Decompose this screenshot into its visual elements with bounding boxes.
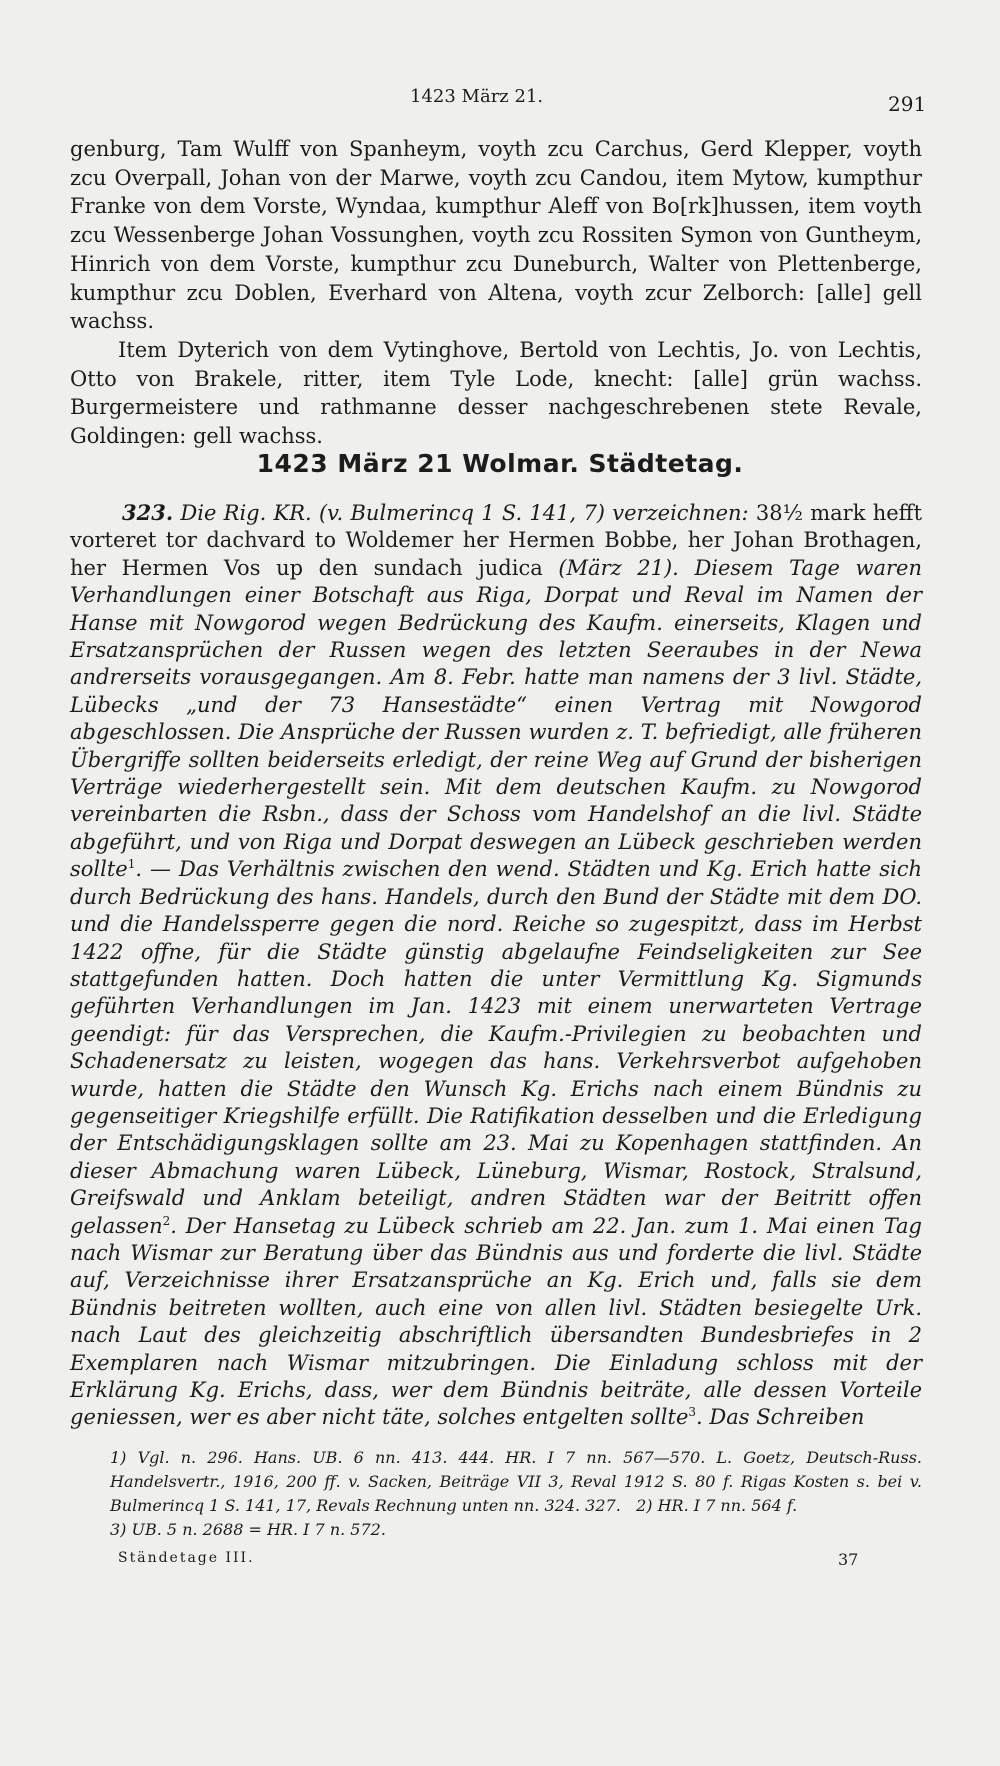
signature-line (0, 1550, 1000, 1570)
footnote-ref-1: 1 (127, 857, 136, 872)
footnote-3 (110, 1518, 922, 1542)
entry-text-3: . Der Hansetag zu Lübeck schrieb am 22. Jan. zum 1. Mai einen Tag nach Wismar zur Beratung über das Bündnis aus und forderte die livl. Städte auf, Verzeichnisse ihrer Ersatzansprüche an Kg. Erich und, falls sie dem Bündnis beitreten wollten, auch eine von allen livl. Städten besiegelte Urk. nach Laut des gleichzeitig abschriftlich übersandten Bundesbriefes in 2 Exemplaren nach Wismar mitzubringen. Die Einladung schloss mit der Erklärung Kg. Erichs, dass, wer dem Bündnis beiträte, alle dessen Vorteile geniessen, wer es aber nicht täte, solches entgelten sollte (70, 1213, 922, 1430)
signature-label: Ständetage III. (118, 1550, 255, 1566)
footnote-ref-3: 3 (688, 1405, 697, 1420)
signature-number: 37 (838, 1550, 859, 1569)
entry-text-4: . Das Schreiben (696, 1405, 865, 1430)
paragraph-1: genburg, Tam Wulff von Spanheym, voyth zcu Carchus, Gerd Klepper, voyth zcu Overpall, Johan von der Marwe, voyth zcu Candou, item Mytow, kumpthur Franke von dem Vorste, Wyndaa, kumpthur Aleff von Bo[rk]hussen, item voyth zcu Wessenberge Johan Vossunghen, voyth zcu Rossiten Symon von Guntheym, Hinrich von dem Vorste, kumpthur zcu Duneburch, Walter von Plettenberge, kumpthur zcu Doblen, Everhard von Altena, voyth zcur Zelborch: [alle] gell wachss. (70, 137, 922, 334)
footnote-1-mark: 1) (110, 1448, 127, 1467)
footnote-ref-2: 2 (162, 1213, 171, 1228)
header-date: 1423 März 21. (410, 86, 544, 107)
entry-text-1: Diesem Tage waren Verhandlungen einer Botschaft aus Riga, Dorpat und Reval im Namen der Hanse mit Nowgorod wegen Bedrückung des Kaufm. einerseits, Klagen und Ersatzansprüchen der Russen wegen des letzten Seeraubes in der Newa andrerseits vorausgegangen. Am 8. Febr. hatte man namens der 3 livl. Städte, Lübecks „und der 73 Hansestädte“ einen Vertrag mit Nowgorod abgeschlossen. Die Ansprüche der Russen wurden z. T. befriedigt, alle früheren Übergriffe sollten beiderseits erledigt, der reine Weg auf Grund der bisherigen Verträge wiederhergestellt sein. Mit dem deutschen Kaufm. zu Nowgorod vereinbarten die Rsbn., dass der Schoss vom Handelshof an die livl. Städte abgeführt, und von Riga und Dorpat deswegen an Lübeck geschrieben werden sollte (70, 555, 922, 882)
section-heading: 1423 März 21 Wolmar. Städtetag. (256, 449, 744, 478)
footnote-2-text: HR. I 7 nn. 564 f. (657, 1496, 798, 1515)
document-list-text (70, 135, 922, 451)
running-header (0, 86, 1000, 116)
entry-number: 323. (122, 500, 174, 525)
entry-paragraph (70, 499, 922, 1432)
entry-quote: 38½ mark hefft vorteret tor dachvard to Woldemer her Hermen Bobbe, her Johan Brothagen, her Hermen Vos up den sundach judica (70, 501, 923, 580)
entry-text-2: . — Das Verhältnis zwischen den wend. Städten und Kg. Erich hatte sich durch Bedrückung des hans. Handels, durch den Bund der Städte mit dem DO. und die Handelssperre gegen die nord. Reiche so zugespitzt, dass im Herbst 1422 offne, für die Städte günstig abgelaufne Feindseligkeiten zur See stattgefunden hatten. Doch hatten die unter Vermittlung Kg. Sigmunds geführten Verhandlungen im Jan. 1423 mit einem unerwarteten Vertrage geendigt: für das Versprechen, die Kaufm.-Privilegien zu beobachten und Schadenersatz zu leisten, wogegen das hans. Verkehrsverbot aufgehoben wurde, hatten die Städte den Wunsch Kg. Erichs nach einem Bündnis zu gegenseitiger Kriegshilfe erfüllt. Die Ratifikation desselben und die Erledigung der Entschädigungsklagen sollte am 23. Mai zu Kopenhagen stattfinden. An dieser Abmachung waren Lübeck, Lüneburg, Wismar, Rostock, Stralsund, Greifswald und Anklam beteiligt, andren Städten war der Beitritt offen gelassen (70, 857, 922, 1238)
footnotes (110, 1446, 922, 1542)
entry-source-ref: Die Rig. KR. (v. Bulmerincq 1 S. 141, 7) verzeichnen: (180, 501, 749, 525)
page-number: 291 (888, 92, 927, 116)
footnote-3-mark: 3) (110, 1520, 127, 1539)
paragraph-2: Item Dyterich von dem Vytinghove, Bertold von Lechtis, Jo. von Lechtis, Otto von Brakele, ritter, item Tyle Lode, knecht: [alle] grün wachss. Burgermeistere und rathmanne desser nachgeschrebenen stete Revale, Goldingen: gell wachss. (70, 337, 922, 449)
entry-quote-date: (März 21). (558, 555, 679, 580)
footnote-1-text: Vgl. n. 296. Hans. UB. 6 nn. 413. 444. HR. I 7 nn. 567—570. L. Goetz, Deutsch-Russ. Handelsvertr., 1916, 200 ff. v. Sacken, Beiträge VII 3, Reval 1912 S. 80 f. Rigas Kosten s. bei v. Bulmerincq 1 S. 141, 17, Revals Rechnung unten nn. 324. 327. (110, 1448, 922, 1515)
footnote-2-mark: 2) (636, 1496, 653, 1515)
entry-323 (70, 499, 922, 1432)
footnote-3-text: UB. 5 n. 2688 = HR. I 7 n. 572. (131, 1520, 386, 1539)
footnote-1 (110, 1446, 922, 1518)
